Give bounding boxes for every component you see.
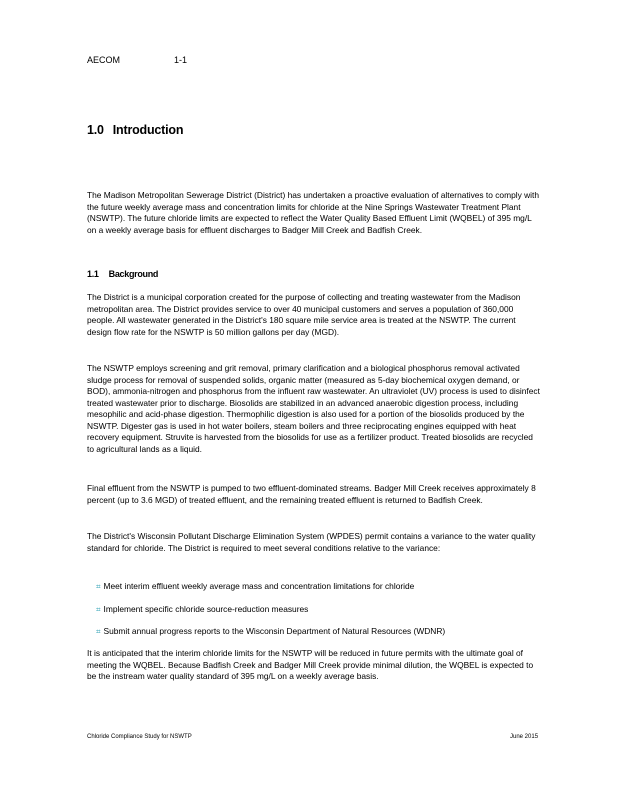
background-paragraph-2: The NSWTP employs screening and grit removal, primary clarification and a biological phosphorus removal activated sludge process for removal of suspended solids, organic matter (measured as 5-day biochemical oxygen demand, or BOD), ammonia-nitrogen and phosphorus from the influent raw wastewater. An ultraviolet (UV) process is used to disinfect treated wastewater prior to discharge. Biosolids are stabilized in an advanced anaerobic digestion process, including mesophilic and acid-phase digestion. Thermophilic digestion is also used for a portion of the biosolids produced by the NSWTP. Digester gas is used in hot water boilers, steam boilers and three reciprocating engines equipped with heat recovery equipment. Struvite is harvested from the biosolids for use as a fertilizer product. Treated biosolids are recycled to agricultural lands as a liquid. bbox=[87, 363, 540, 454]
section-number: 1.0 bbox=[87, 123, 104, 137]
bullet-item bbox=[96, 581, 414, 593]
intro-paragraph: The Madison Metropolitan Sewerage District (District) has undertaken a proactive evaluation of alternatives to comply with the future weekly average mass and concentration limits for chloride at the Nine Springs Wastewater Treatment Plant (NSWTP). The future chloride limits are expected to reflect the Water Quality Based Effluent Limit (WQBEL) of 395 mg/L on a weekly average basis for effluent discharges to Badger Mill Creek and Badfish Creek. bbox=[87, 190, 539, 235]
background-paragraph-1: The District is a municipal corporation created for the purpose of collecting and treating wastewater from the Madison metropolitan area. The District provides service to over 40 municipal customers and serves a population of 360,000 people. All wastewater generated in the District's 180 square mile service area is treated at the NSWTP. The current design flow rate for the NSWTP is 50 million gallons per day (MGD). bbox=[87, 292, 521, 337]
bullet-marker-icon: ⌗ bbox=[96, 582, 101, 591]
header-company: AECOM bbox=[87, 55, 121, 65]
footer-date: June 2015 bbox=[510, 734, 539, 740]
bullet-text: Implement specific chloride source-reduction measures bbox=[103, 604, 309, 614]
bullet-text: Submit annual progress reports to the Wisconsin Department of Natural Resources (WDNR) bbox=[103, 626, 446, 636]
footer-document-title: Chloride Compliance Study for NSWTP bbox=[87, 734, 192, 740]
background-paragraph-3: Final effluent from the NSWTP is pumped to two effluent-dominated streams. Badger Mill Creek receives approximately 8 percent (up to 3.6 MGD) of treated effluent, and the remaining treated effluent is returned to Badfish Creek. bbox=[87, 483, 536, 505]
subsection-heading bbox=[87, 269, 158, 279]
bullet-marker-icon: ⌗ bbox=[96, 627, 101, 636]
section-title: Introduction bbox=[112, 123, 184, 137]
bullet-item bbox=[96, 604, 308, 616]
subsection-title: Background bbox=[108, 269, 159, 279]
bullet-text: Meet interim effluent weekly average mass and concentration limitations for chloride bbox=[103, 581, 415, 591]
section-heading bbox=[87, 123, 183, 137]
subsection-number: 1.1 bbox=[87, 269, 99, 279]
background-paragraph-4: The District's Wisconsin Pollutant Discharge Elimination System (WPDES) permit contains a variance to the water quality standard for chloride. The District is required to meet several conditions relative to the variance: bbox=[87, 531, 536, 553]
bullet-item bbox=[96, 626, 445, 638]
header-page-number: 1-1 bbox=[174, 55, 188, 65]
closing-paragraph: It is anticipated that the interim chloride limits for the NSWTP will be reduced in future permits with the ultimate goal of meeting the WQBEL. Because Badfish Creek and Badger Mill Creek provide minimal dilution, the WQBEL is expected to be the instream water quality standard of 395 mg/L on a weekly average basis. bbox=[87, 648, 534, 681]
bullet-marker-icon: ⌗ bbox=[96, 605, 101, 614]
